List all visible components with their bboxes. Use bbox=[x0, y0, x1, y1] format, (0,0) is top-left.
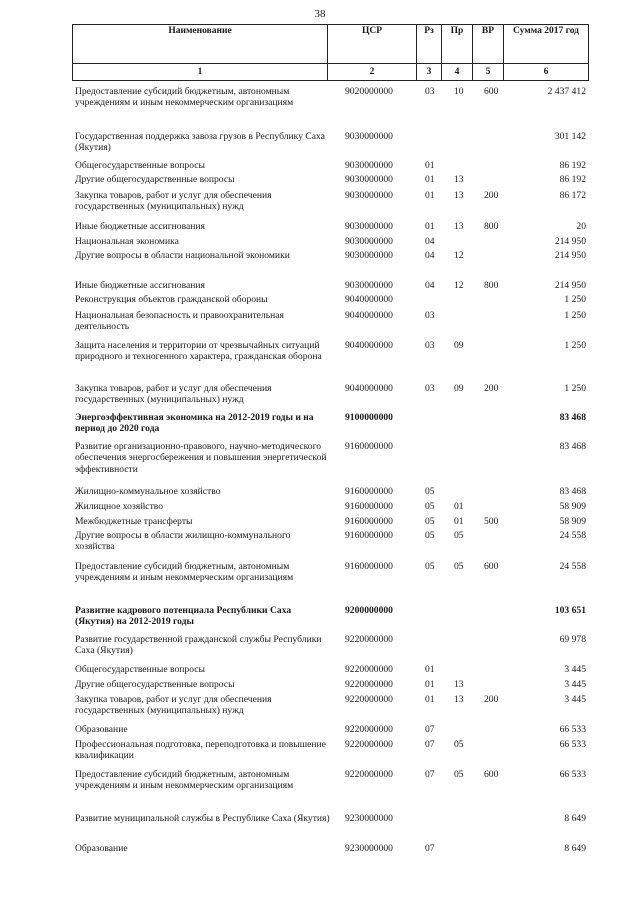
row-name: Закупка товаров, работ и услуг для обеспечения государственных (муниципальных) нужд bbox=[75, 694, 272, 717]
row-name: Развитие государственной гражданской службы Республики Саха (Якутия) bbox=[75, 634, 322, 657]
row-name: Национальная экономика bbox=[75, 236, 179, 247]
row-sum: 214 950 bbox=[554, 250, 586, 261]
row-csr: 9160000000 bbox=[345, 501, 393, 512]
row-name: Предоставление субсидий бюджетным, автономным учреждениям и иным некоммерческим организациям bbox=[75, 86, 294, 109]
row-rz: 01 bbox=[425, 694, 435, 705]
row-rz: 07 bbox=[425, 769, 435, 780]
row-sum: 3 445 bbox=[564, 694, 586, 705]
row-sum: 86 192 bbox=[559, 174, 586, 185]
row-sum: 86 172 bbox=[559, 190, 586, 201]
header-pr: Пр bbox=[442, 25, 473, 64]
header-col-number: 1 bbox=[73, 64, 328, 81]
row-rz: 01 bbox=[425, 174, 435, 185]
row-sum: 1 250 bbox=[564, 340, 586, 351]
row-sum: 58 909 bbox=[559, 501, 586, 512]
header-vr: ВР bbox=[473, 25, 504, 64]
row-name: Защита населения и территории от чрезвычайных ситуаций природного и техногенного характера, гражданская оборона bbox=[75, 340, 322, 363]
row-sum: 66 533 bbox=[559, 769, 586, 780]
row-name: Профессиональная подготовка, переподготовка и повышение квалификации bbox=[75, 739, 326, 762]
row-vr: 600 bbox=[484, 86, 499, 97]
row-csr: 9030000000 bbox=[345, 236, 393, 247]
row-sum: 69 978 bbox=[559, 634, 586, 645]
row-csr: 9220000000 bbox=[345, 634, 393, 645]
row-name: Общегосударственные вопросы bbox=[75, 160, 205, 171]
row-sum: 1 250 bbox=[564, 383, 586, 394]
row-pr: 09 bbox=[454, 383, 464, 394]
row-vr: 600 bbox=[484, 769, 499, 780]
row-csr: 9220000000 bbox=[345, 664, 393, 675]
header-rz: Рз bbox=[417, 25, 442, 64]
row-sum: 58 909 bbox=[559, 516, 586, 527]
row-rz: 01 bbox=[425, 190, 435, 201]
row-sum: 83 468 bbox=[559, 486, 586, 497]
header-col-number: 6 bbox=[504, 64, 589, 81]
row-rz: 03 bbox=[425, 383, 435, 394]
row-csr: 9030000000 bbox=[345, 174, 393, 185]
row-pr: 05 bbox=[454, 769, 464, 780]
row-rz: 01 bbox=[425, 679, 435, 690]
row-csr: 9160000000 bbox=[345, 516, 393, 527]
row-name: Образование bbox=[75, 724, 128, 735]
row-vr: 200 bbox=[484, 383, 499, 394]
row-vr: 800 bbox=[484, 280, 499, 291]
row-pr: 01 bbox=[454, 501, 464, 512]
row-name: Развитие муниципальной службы в Республике Саха (Якутия) bbox=[75, 813, 330, 824]
row-pr: 13 bbox=[454, 694, 464, 705]
row-vr: 200 bbox=[484, 190, 499, 201]
row-name: Государственная поддержка завоза грузов в Республику Саха (Якутия) bbox=[75, 131, 325, 154]
row-name: Межбюджетные трансферты bbox=[75, 516, 193, 527]
row-csr: 9220000000 bbox=[345, 769, 393, 780]
row-csr: 9030000000 bbox=[345, 160, 393, 171]
row-sum: 1 250 bbox=[564, 310, 586, 321]
header-sum: Сумма 2017 год bbox=[504, 25, 589, 64]
row-rz: 04 bbox=[425, 280, 435, 291]
row-name: Предоставление субсидий бюджетным, автономным учреждениям и иным некоммерческим организациям bbox=[75, 769, 294, 792]
row-pr: 05 bbox=[454, 739, 464, 750]
row-name: Развитие организационно-правового, научно-методического обеспечения энергосбережения и повышения энергетической эффективности bbox=[75, 441, 327, 475]
header-csr: ЦСР bbox=[328, 25, 417, 64]
header-col-number: 4 bbox=[442, 64, 473, 81]
row-rz: 03 bbox=[425, 86, 435, 97]
row-name: Иные бюджетные ассигнования bbox=[75, 221, 205, 232]
row-pr: 10 bbox=[454, 86, 464, 97]
row-csr: 9230000000 bbox=[345, 843, 393, 854]
row-csr: 9030000000 bbox=[345, 190, 393, 201]
row-csr: 9220000000 bbox=[345, 679, 393, 690]
row-sum: 2 437 412 bbox=[547, 86, 586, 97]
row-sum: 24 558 bbox=[559, 530, 586, 541]
row-rz: 03 bbox=[425, 340, 435, 351]
row-rz: 05 bbox=[425, 530, 435, 541]
row-rz: 01 bbox=[425, 664, 435, 675]
row-rz: 07 bbox=[425, 843, 435, 854]
row-csr: 9020000000 bbox=[345, 86, 393, 97]
row-pr: 13 bbox=[454, 190, 464, 201]
row-name: Жилищно-коммунальное хозяйство bbox=[75, 486, 221, 497]
row-name: Общегосударственные вопросы bbox=[75, 664, 205, 675]
row-csr: 9030000000 bbox=[345, 250, 393, 261]
row-pr: 12 bbox=[454, 280, 464, 291]
row-rz: 01 bbox=[425, 221, 435, 232]
row-pr: 01 bbox=[454, 516, 464, 527]
row-pr: 05 bbox=[454, 561, 464, 572]
row-rz: 05 bbox=[425, 501, 435, 512]
row-name: Закупка товаров, работ и услуг для обеспечения государственных (муниципальных) нужд bbox=[75, 190, 272, 213]
page-number: 38 bbox=[314, 8, 326, 20]
row-rz: 07 bbox=[425, 739, 435, 750]
row-pr: 13 bbox=[454, 174, 464, 185]
row-name: Национальная безопасность и правоохранительная деятельность bbox=[75, 310, 284, 333]
row-pr: 09 bbox=[454, 340, 464, 351]
row-sum: 214 950 bbox=[554, 236, 586, 247]
row-name: Предоставление субсидий бюджетным, автономным учреждениям и иным некоммерческим организациям bbox=[75, 561, 294, 584]
table-header bbox=[72, 24, 589, 81]
row-sum: 3 445 bbox=[564, 664, 586, 675]
row-rz: 05 bbox=[425, 561, 435, 572]
row-sum: 3 445 bbox=[564, 679, 586, 690]
row-name: Иные бюджетные ассигнования bbox=[75, 280, 205, 291]
row-csr: 9220000000 bbox=[345, 694, 393, 705]
row-csr: 9040000000 bbox=[345, 383, 393, 394]
row-csr: 9030000000 bbox=[345, 221, 393, 232]
header-col-number: 3 bbox=[417, 64, 442, 81]
row-sum: 24 558 bbox=[559, 561, 586, 572]
row-vr: 500 bbox=[484, 516, 499, 527]
row-rz: 03 bbox=[425, 310, 435, 321]
row-sum: 8 649 bbox=[564, 843, 586, 854]
row-rz: 05 bbox=[425, 516, 435, 527]
row-pr: 12 bbox=[454, 250, 464, 261]
row-csr: 9220000000 bbox=[345, 739, 393, 750]
row-sum: 86 192 bbox=[559, 160, 586, 171]
row-sum: 66 533 bbox=[559, 724, 586, 735]
row-rz: 07 bbox=[425, 724, 435, 735]
row-vr: 600 bbox=[484, 561, 499, 572]
row-sum: 103 651 bbox=[554, 605, 586, 616]
row-csr: 9040000000 bbox=[345, 294, 393, 305]
row-pr: 13 bbox=[454, 679, 464, 690]
row-pr: 05 bbox=[454, 530, 464, 541]
row-rz: 04 bbox=[425, 250, 435, 261]
row-sum: 214 950 bbox=[554, 280, 586, 291]
row-pr: 13 bbox=[454, 221, 464, 232]
row-sum: 83 468 bbox=[559, 412, 586, 423]
row-name: Другие вопросы в области жилищно-коммунального хозяйства bbox=[75, 530, 291, 553]
row-rz: 04 bbox=[425, 236, 435, 247]
header-name: Наименование bbox=[73, 25, 328, 64]
row-csr: 9230000000 bbox=[345, 813, 393, 824]
row-sum: 301 142 bbox=[554, 131, 586, 142]
row-csr: 9160000000 bbox=[345, 441, 393, 452]
row-csr: 9220000000 bbox=[345, 724, 393, 735]
row-name: Другие вопросы в области национальной экономики bbox=[75, 250, 290, 261]
row-csr: 9160000000 bbox=[345, 561, 393, 572]
row-sum: 66 533 bbox=[559, 739, 586, 750]
row-name: Другие общегосударственные вопросы bbox=[75, 174, 235, 185]
row-sum: 20 bbox=[576, 221, 586, 232]
row-csr: 9040000000 bbox=[345, 340, 393, 351]
header-col-number: 2 bbox=[328, 64, 417, 81]
header-col-number: 5 bbox=[473, 64, 504, 81]
row-name: Развитие кадрового потенциала Республики Саха (Якутия) на 2012-2019 годы bbox=[75, 605, 292, 628]
row-vr: 200 bbox=[484, 694, 499, 705]
row-name: Закупка товаров, работ и услуг для обеспечения государственных (муниципальных) нужд bbox=[75, 383, 272, 406]
row-csr: 9040000000 bbox=[345, 310, 393, 321]
row-csr: 9160000000 bbox=[345, 486, 393, 497]
row-name: Реконструкция объектов гражданской обороны bbox=[75, 294, 268, 305]
row-sum: 83 468 bbox=[559, 441, 586, 452]
row-vr: 800 bbox=[484, 221, 499, 232]
row-name: Образование bbox=[75, 843, 128, 854]
row-csr: 9160000000 bbox=[345, 530, 393, 541]
row-csr: 9100000000 bbox=[345, 412, 393, 423]
row-csr: 9200000000 bbox=[345, 605, 393, 616]
row-sum: 8 649 bbox=[564, 813, 586, 824]
row-csr: 9030000000 bbox=[345, 280, 393, 291]
row-name: Жилищное хозяйство bbox=[75, 501, 164, 512]
row-csr: 9030000000 bbox=[345, 131, 393, 142]
row-rz: 01 bbox=[425, 160, 435, 171]
row-name: Энергоэффективная экономика на 2012-2019 годы и на период до 2020 года bbox=[75, 412, 314, 435]
row-rz: 05 bbox=[425, 486, 435, 497]
row-name: Другие общегосударственные вопросы bbox=[75, 679, 235, 690]
row-sum: 1 250 bbox=[564, 294, 586, 305]
